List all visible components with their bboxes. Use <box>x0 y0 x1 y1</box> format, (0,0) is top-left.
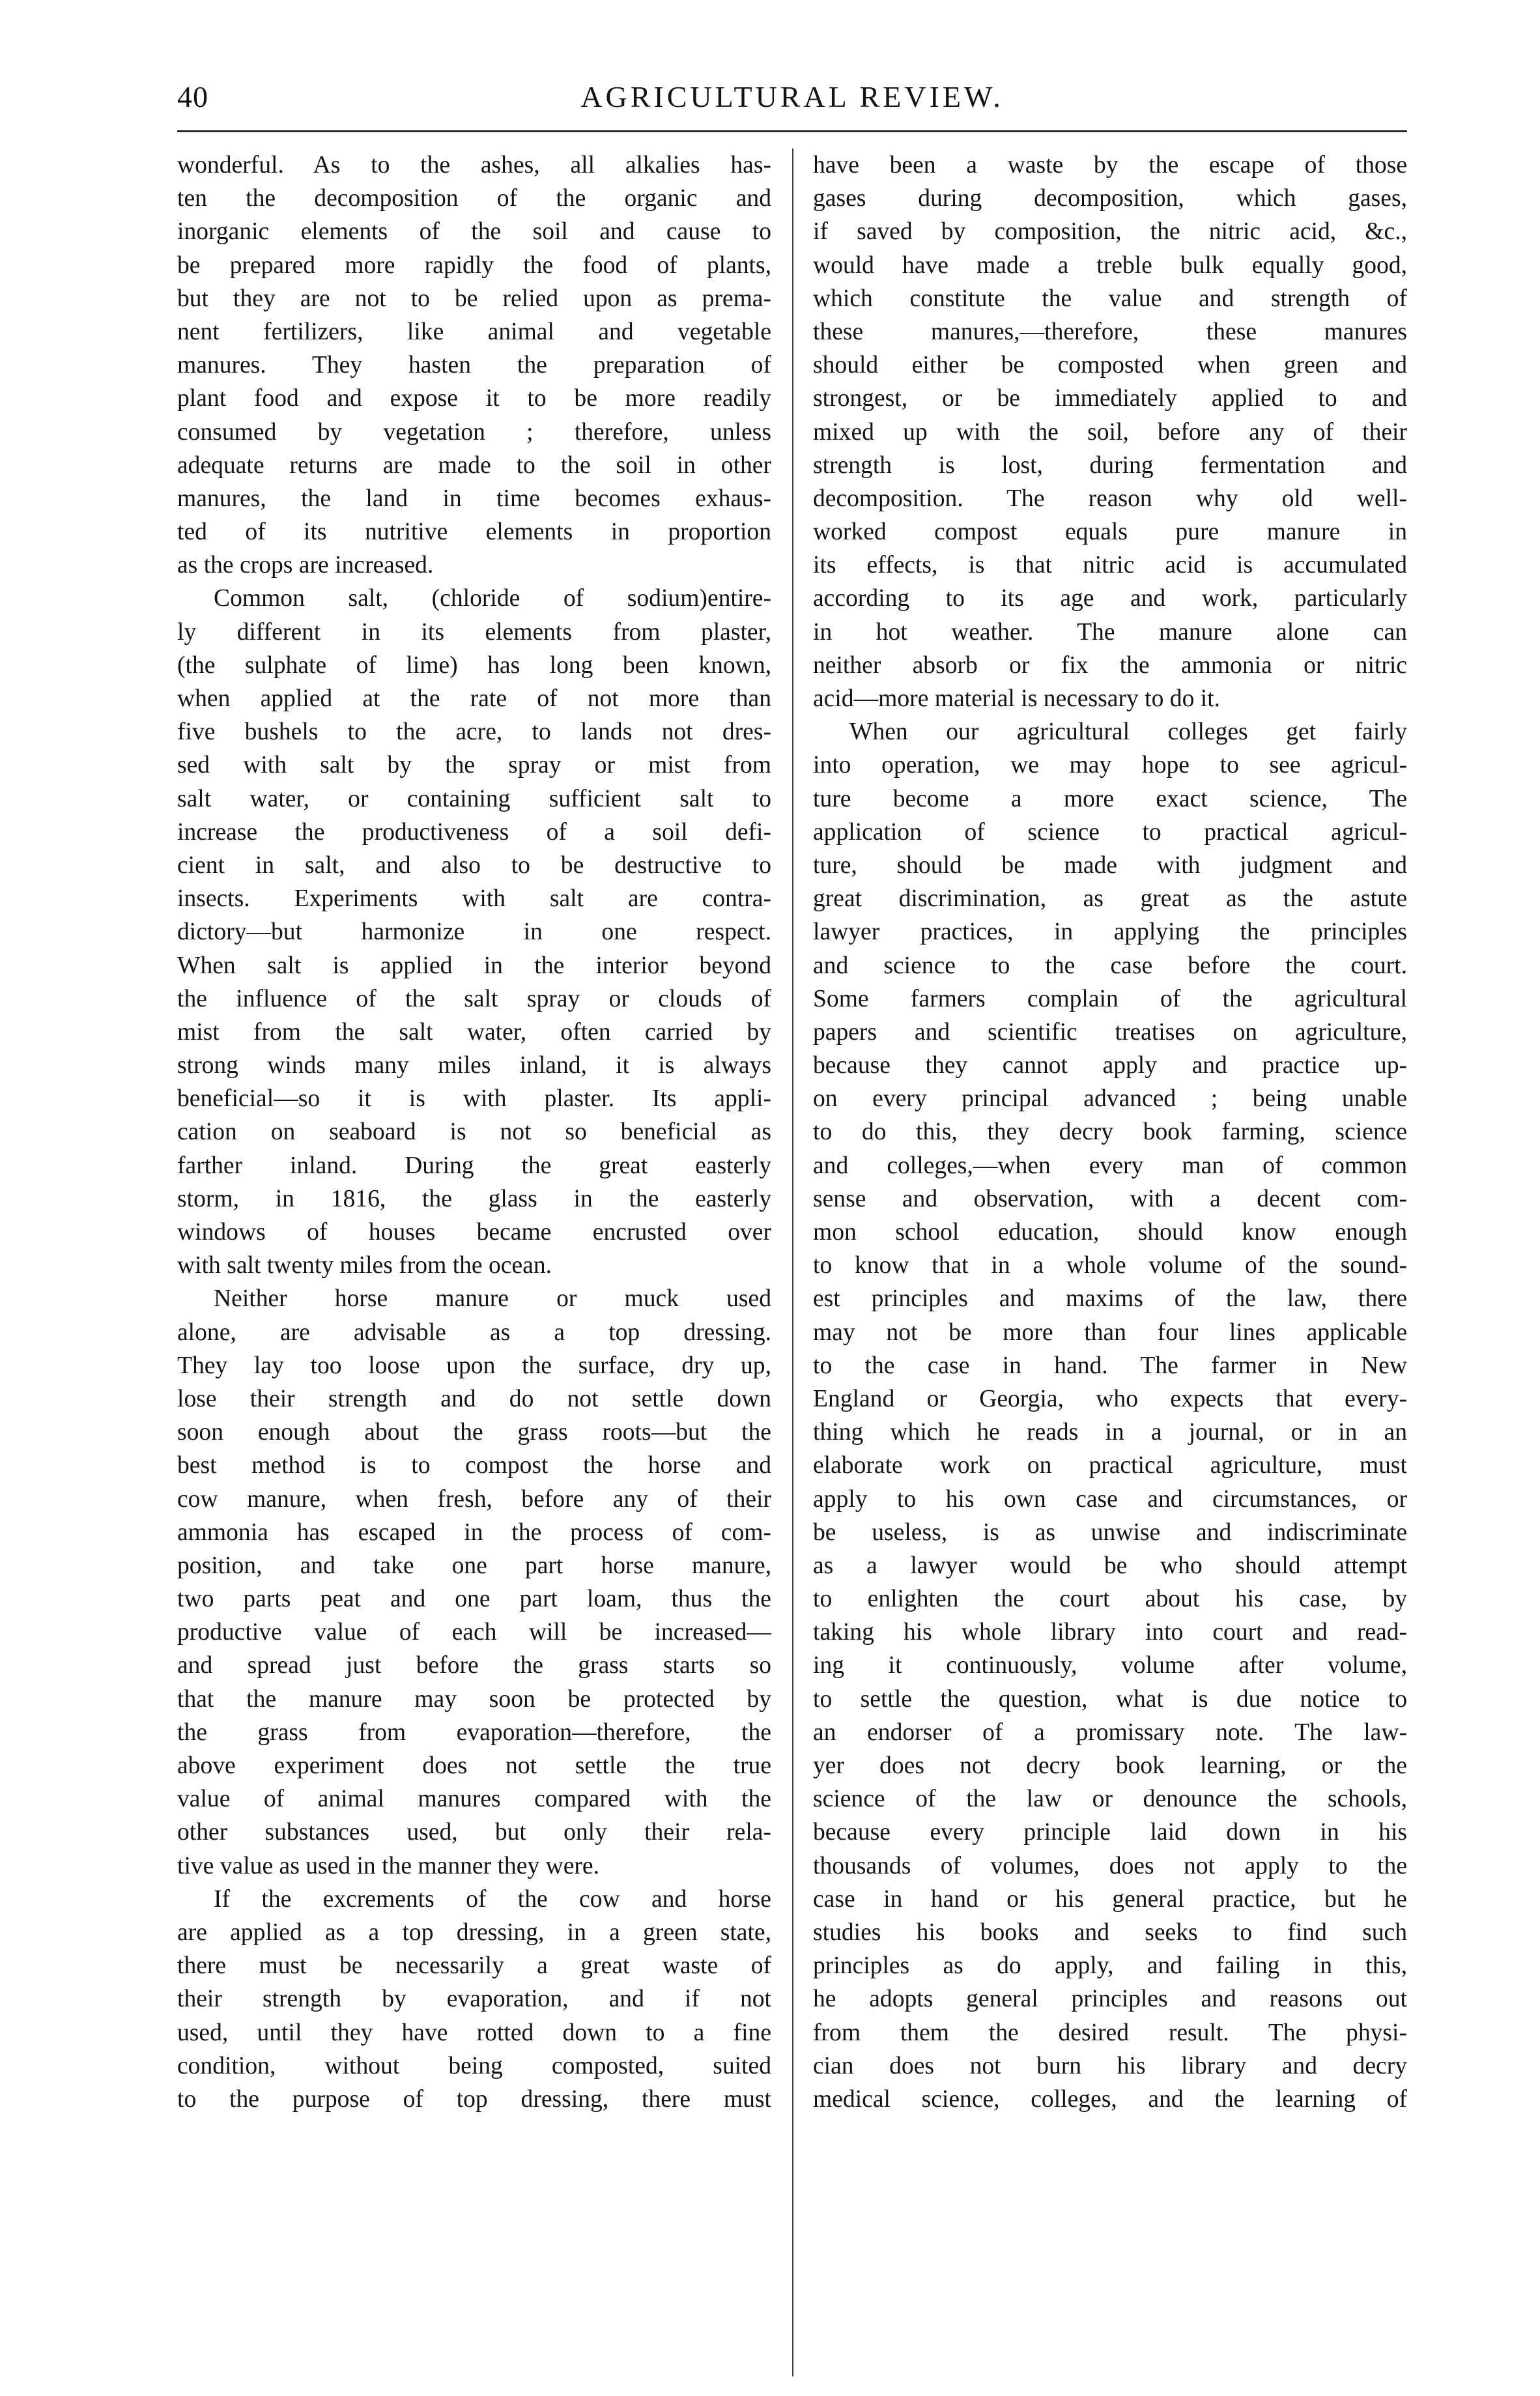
left-column <box>177 149 771 2116</box>
text-line: may not be more than four lines applicable <box>813 1319 1407 1346</box>
text-line: but they are not to be relied upon as prema- <box>177 285 771 312</box>
text-line: storm, in 1816, the glass in the easterly <box>177 1185 771 1212</box>
text-line: strength is lost, during fermentation and <box>813 451 1407 479</box>
text-line: est principles and maxims of the law, there <box>813 1285 1407 1313</box>
text-line: papers and scientific treatises on agriculture, <box>813 1018 1407 1046</box>
text-line: manures. They hasten the preparation of <box>177 352 771 379</box>
text-line: wonderful. As to the ashes, all alkalies has- <box>177 152 771 178</box>
text-line: should either be composted when green and <box>813 352 1407 379</box>
text-line: yer does not decry book learning, or the <box>813 1752 1407 1779</box>
text-line: there must be necessarily a great waste of <box>177 1952 771 1980</box>
text-line: five bushels to the acre, to lands not dres- <box>177 719 771 746</box>
text-line: into operation, we may hope to see agricul- <box>813 752 1407 779</box>
text-line: cient in salt, and also to be destructive to <box>177 851 771 879</box>
text-line: strong winds many miles inland, it is always <box>177 1052 771 1079</box>
text-line: ammonia has escaped in the process of com- <box>177 1519 771 1546</box>
text-line: insects. Experiments with salt are contra- <box>177 885 771 913</box>
text-line: to enlighten the court about his case, by <box>813 1586 1407 1613</box>
running-title: AGRICULTURAL REVIEW. <box>580 80 1004 113</box>
text-line: in hot weather. The manure alone can <box>813 618 1407 646</box>
text-line: be useless, is as unwise and indiscriminate <box>813 1519 1407 1546</box>
text-line: dictory—but harmonize in one respect. <box>177 919 771 946</box>
text-line: worked compost equals pure manure in <box>813 519 1407 546</box>
text-line: two parts peat and one part loam, thus the <box>177 1586 771 1613</box>
text-line: when applied at the rate of not more than <box>177 685 771 712</box>
text-line: have been a waste by the escape of those <box>813 152 1407 178</box>
text-line: and colleges,—when every man of common <box>813 1152 1407 1179</box>
text-line: apply to his own case and circumstances, or <box>813 1485 1407 1513</box>
text-line: decomposition. The reason why old well- <box>813 485 1407 512</box>
text-line: productive value of each will be increased— <box>177 1619 771 1646</box>
text-line: according to its age and work, particularly <box>813 585 1407 612</box>
page-number: 40 <box>177 80 208 113</box>
text-line: because every principle laid down in his <box>813 1819 1407 1846</box>
text-line: Some farmers complain of the agricultural <box>813 985 1407 1012</box>
text-line: mon school education, should know enough <box>813 1219 1407 1246</box>
text-line: ture become a more exact science, The <box>813 785 1407 812</box>
text-line: science of the law or denounce the schools, <box>813 1786 1407 1813</box>
text-line: to do this, they decry book farming, science <box>813 1119 1407 1146</box>
text-line: When salt is applied in the interior beyond <box>177 952 771 979</box>
text-line: which constitute the value and strength of <box>813 285 1407 312</box>
text-line: taking his whole library into court and read- <box>813 1619 1407 1646</box>
text-line: if saved by composition, the nitric acid, &c., <box>813 218 1407 246</box>
text-line: soon enough about the grass roots—but the <box>177 1419 771 1446</box>
text-line: position, and take one part horse manure, <box>177 1552 771 1579</box>
text-line: ture, should be made with judgment and <box>813 851 1407 879</box>
text-line: cow manure, when fresh, before any of their <box>177 1485 771 1513</box>
text-line: ing it continuously, volume after volume, <box>813 1652 1407 1679</box>
header-rule <box>177 130 1407 132</box>
text-line: thousands of volumes, does not apply to the <box>813 1852 1407 1879</box>
text-line: are applied as a top dressing, in a green state, <box>177 1918 771 1946</box>
text-line: sense and observation, with a decent com- <box>813 1185 1407 1212</box>
text-line: When our agricultural colleges get fairly <box>849 719 1407 746</box>
text-line: thing which he reads in a journal, or in an <box>813 1419 1407 1446</box>
text-line: from them the desired result. The physi- <box>813 2019 1407 2046</box>
text-line: to the purpose of top dressing, there must <box>177 2085 771 2113</box>
text-line: ly different in its elements from plaster, <box>177 618 771 646</box>
text-line: condition, without being composted, suited <box>177 2052 771 2079</box>
text-line: to know that in a whole volume of the sound- <box>813 1252 1407 1279</box>
text-line: tive value as used in the manner they were. <box>177 1852 599 1879</box>
text-line: other substances used, but only their rela- <box>177 1819 771 1846</box>
text-line: (the sulphate of lime) has long been known, <box>177 651 771 679</box>
text-line: inorganic elements of the soil and cause to <box>177 218 771 246</box>
text-line: great discrimination, as great as the astute <box>813 885 1407 913</box>
text-line: increase the productiveness of a soil defi- <box>177 818 771 846</box>
text-line: because they cannot apply and practice up- <box>813 1052 1407 1079</box>
page-header <box>177 79 1407 125</box>
text-line: neither absorb or fix the ammonia or nitric <box>813 651 1407 679</box>
text-line: acid—more material is necessary to do it. <box>813 685 1221 712</box>
text-line: on every principal advanced ; being unable <box>813 1085 1407 1113</box>
text-line: Neither horse manure or muck used <box>214 1285 771 1313</box>
text-line: lose their strength and do not settle down <box>177 1385 771 1412</box>
text-line: Common salt, (chloride of sodium)entire- <box>214 585 771 612</box>
text-line: application of science to practical agricul- <box>813 818 1407 846</box>
text-line: beneficial—so it is with plaster. Its appli- <box>177 1085 771 1113</box>
text-line: farther inland. During the great easterly <box>177 1152 771 1179</box>
text-line: sed with salt by the spray or mist from <box>177 752 771 779</box>
text-line: would have made a treble bulk equally good, <box>813 251 1407 279</box>
text-line: consumed by vegetation ; therefore, unless <box>177 418 771 446</box>
text-line: to the case in hand. The farmer in New <box>813 1352 1407 1379</box>
text-line: with salt twenty miles from the ocean. <box>177 1252 552 1279</box>
text-line: case in hand or his general practice, but he <box>813 1885 1407 1913</box>
text-line: mist from the salt water, often carried by <box>177 1018 771 1046</box>
text-line: as the crops are increased. <box>177 552 434 579</box>
text-line: ten the decomposition of the organic and <box>177 185 771 212</box>
text-line: cation on seaboard is not so beneficial as <box>177 1119 771 1146</box>
text-line: their strength by evaporation, and if not <box>177 1986 771 2013</box>
text-line: best method is to compost the horse and <box>177 1452 771 1479</box>
text-line: lawyer practices, in applying the principles <box>813 919 1407 946</box>
text-line: England or Georgia, who expects that every- <box>813 1385 1407 1412</box>
text-line: cian does not burn his library and decry <box>813 2052 1407 2079</box>
text-line: They lay too loose upon the surface, dry up, <box>177 1352 771 1379</box>
text-line: and spread just before the grass starts so <box>177 1652 771 1679</box>
column-divider <box>792 149 793 2376</box>
text-line: studies his books and seeks to find such <box>813 1918 1407 1946</box>
text-line: gases during decomposition, which gases, <box>813 185 1407 212</box>
text-line: be prepared more rapidly the food of plants, <box>177 251 771 279</box>
text-line: he adopts general principles and reasons out <box>813 1986 1407 2013</box>
text-line: these manures,—therefore, these manures <box>813 318 1407 345</box>
text-line: that the manure may soon be protected by <box>177 1685 771 1713</box>
text-line: the grass from evaporation—therefore, the <box>177 1719 771 1746</box>
text-line: ted of its nutritive elements in proportion <box>177 519 771 546</box>
text-line: windows of houses became encrusted over <box>177 1219 771 1246</box>
text-line: elaborate work on practical agriculture, must <box>813 1452 1407 1479</box>
text-line: an endorser of a promissary note. The law- <box>813 1719 1407 1746</box>
text-line: manures, the land in time becomes exhaus- <box>177 485 771 512</box>
text-line: medical science, colleges, and the learning of <box>813 2085 1407 2113</box>
right-column <box>813 149 1407 2116</box>
text-line: and science to the case before the court. <box>813 952 1407 979</box>
text-line: principles as do apply, and failing in this, <box>813 1952 1407 1980</box>
text-line: the influence of the salt spray or clouds of <box>177 985 771 1012</box>
text-line: above experiment does not settle the true <box>177 1752 771 1779</box>
text-line: adequate returns are made to the soil in other <box>177 451 771 479</box>
text-line: mixed up with the soil, before any of their <box>813 418 1407 446</box>
text-line: value of animal manures compared with the <box>177 1786 771 1813</box>
text-line: as a lawyer would be who should attempt <box>813 1552 1407 1579</box>
text-line: If the excrements of the cow and horse <box>214 1885 771 1913</box>
text-line: used, until they have rotted down to a fine <box>177 2019 771 2046</box>
text-line: alone, are advisable as a top dressing. <box>177 1319 771 1346</box>
text-line: nent fertilizers, like animal and vegetable <box>177 318 771 345</box>
text-line: plant food and expose it to be more readily <box>177 385 771 412</box>
text-line: strongest, or be immediately applied to and <box>813 385 1407 412</box>
text-line: its effects, is that nitric acid is accumulated <box>813 552 1407 579</box>
text-line: salt water, or containing sufficient salt to <box>177 785 771 812</box>
text-line: to settle the question, what is due notice to <box>813 1685 1407 1713</box>
